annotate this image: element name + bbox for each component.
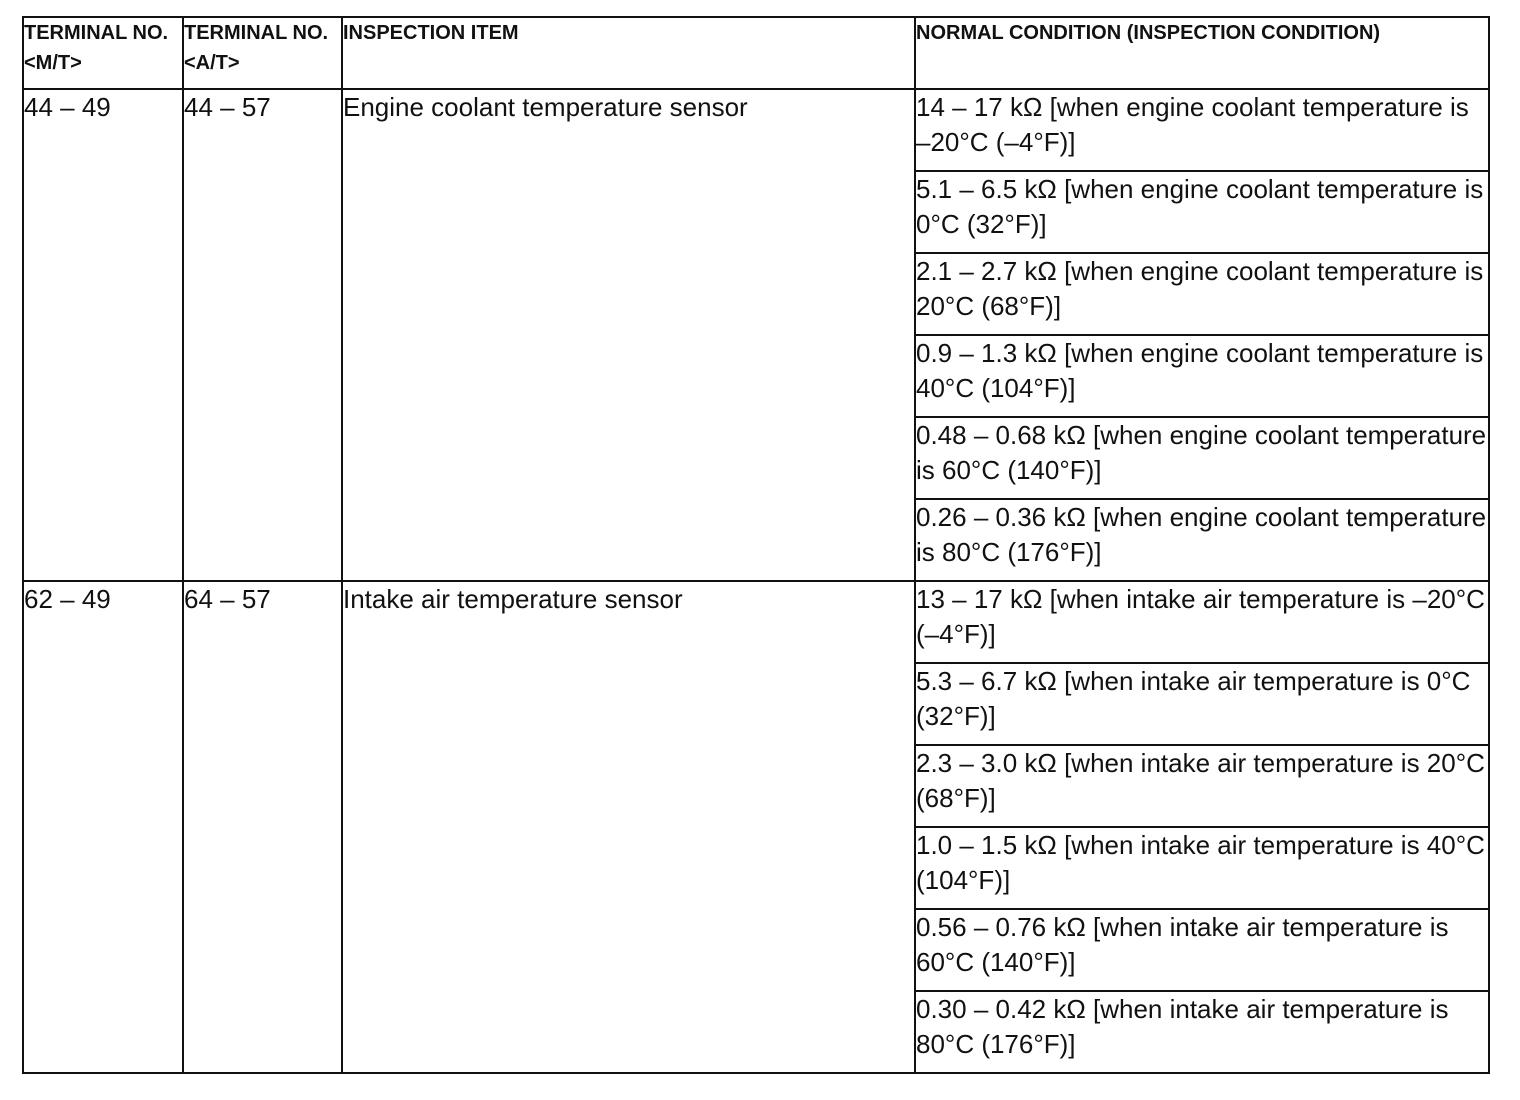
table-row	[23, 581, 1489, 663]
header-terminal-mt: TERMINAL NO. <M/T>	[23, 17, 183, 89]
condition-cell: 2.3 – 3.0 kΩ [when intake air temperature is 20°C (68°F)]	[915, 745, 1489, 827]
condition-cell: 2.1 – 2.7 kΩ [when engine coolant temperature is 20°C (68°F)]	[915, 253, 1489, 335]
condition-cell: 13 – 17 kΩ [when intake air temperature is –20°C (–4°F)]	[915, 581, 1489, 663]
condition-cell: 5.1 – 6.5 kΩ [when engine coolant temperature is 0°C (32°F)]	[915, 171, 1489, 253]
terminal-mt-cell: 62 – 49	[23, 581, 183, 1073]
header-terminal-at: TERMINAL NO. <A/T>	[183, 17, 342, 89]
inspection-item-cell: Intake air temperature sensor	[342, 581, 915, 1073]
header-row	[23, 17, 1489, 89]
header-inspection-item: INSPECTION ITEM	[342, 17, 915, 89]
condition-cell: 0.30 – 0.42 kΩ [when intake air temperature is 80°C (176°F)]	[915, 991, 1489, 1073]
condition-cell: 0.56 – 0.76 kΩ [when intake air temperature is 60°C (140°F)]	[915, 909, 1489, 991]
table-row	[23, 89, 1489, 171]
terminal-at-cell: 44 – 57	[183, 89, 342, 581]
condition-cell: 0.48 – 0.68 kΩ [when engine coolant temperature is 60°C (140°F)]	[915, 417, 1489, 499]
inspection-table	[22, 16, 1490, 1074]
condition-cell: 0.9 – 1.3 kΩ [when engine coolant temperature is 40°C (104°F)]	[915, 335, 1489, 417]
terminal-at-cell: 64 – 57	[183, 581, 342, 1073]
condition-cell: 1.0 – 1.5 kΩ [when intake air temperature is 40°C (104°F)]	[915, 827, 1489, 909]
condition-cell: 5.3 – 6.7 kΩ [when intake air temperature is 0°C (32°F)]	[915, 663, 1489, 745]
inspection-item-cell: Engine coolant temperature sensor	[342, 89, 915, 581]
condition-cell: 0.26 – 0.36 kΩ [when engine coolant temperature is 80°C (176°F)]	[915, 499, 1489, 581]
condition-cell: 14 – 17 kΩ [when engine coolant temperature is –20°C (–4°F)]	[915, 89, 1489, 171]
terminal-mt-cell: 44 – 49	[23, 89, 183, 581]
header-normal-condition: NORMAL CONDITION (INSPECTION CONDITION)	[915, 17, 1489, 89]
